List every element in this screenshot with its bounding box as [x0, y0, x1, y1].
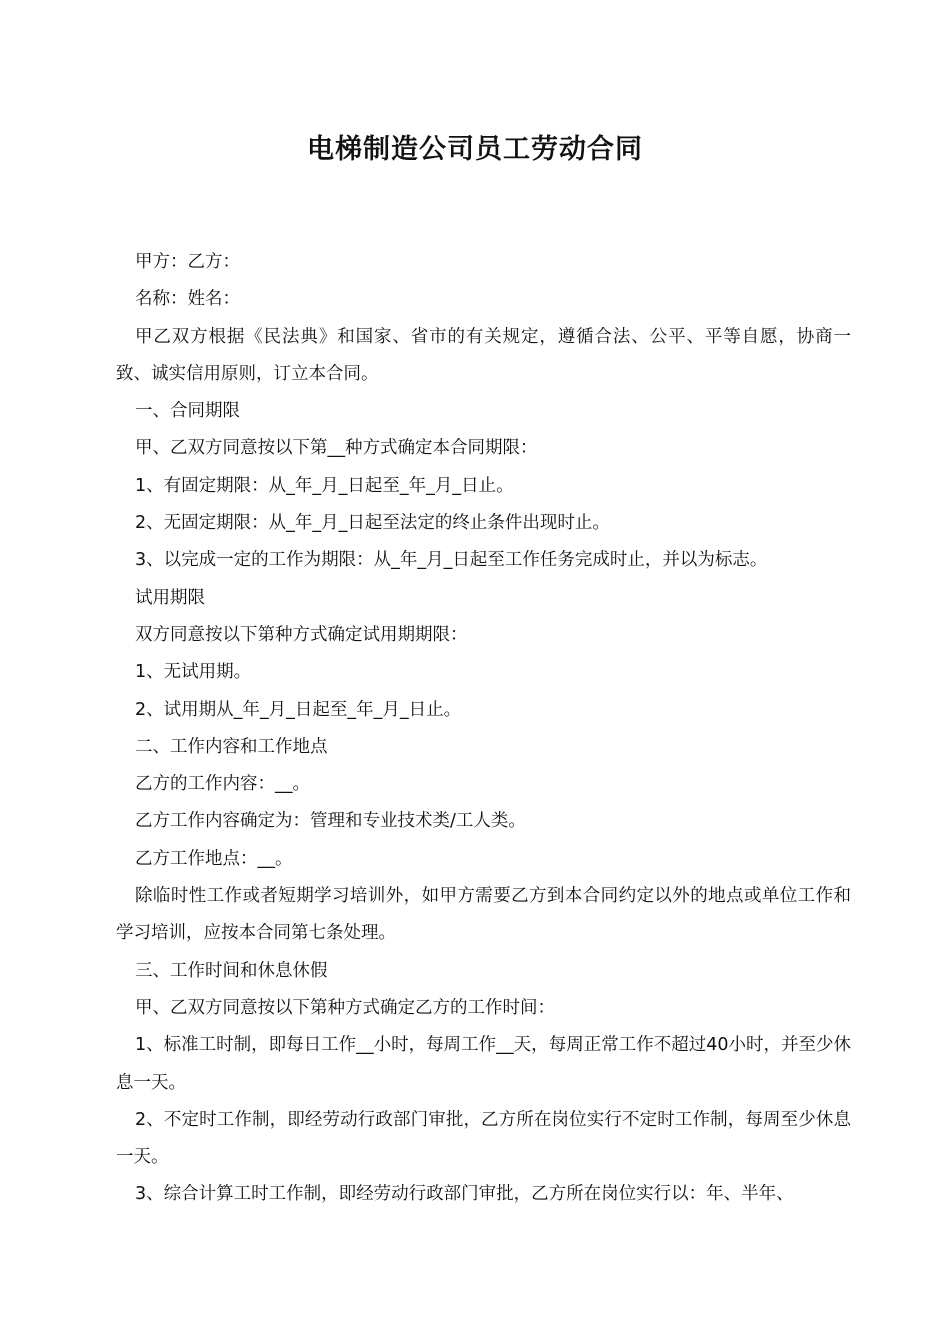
list-item-probation-period: 2、试用期从_年_月_日起至_年_月_日止。	[135, 699, 462, 720]
list-item-fixed-term: 1、有固定期限：从_年_月_日起至_年_月_日止。	[135, 475, 514, 496]
paragraph-work-content: 乙方的工作内容：__。	[135, 774, 310, 795]
list-item-open-term: 2、无固定期限：从_年_月_日起至法定的终止条件出现时止。	[135, 513, 610, 534]
subheading-probation: 试用期限	[135, 587, 205, 608]
list-item-task-term: 3、以完成一定的工作为期限：从_年_月_日起至工作任务完成时止，并以为标志。	[135, 550, 768, 571]
paragraph-preamble: 甲乙双方根据《民法典》和国家、省市的有关规定，遵循合法、公平、平等自愿，协商一致、诚实信用原则，订立本合同。	[116, 326, 851, 384]
paragraph-probation-method: 双方同意按以下第种方式确定试用期期限：	[135, 624, 468, 645]
paragraph-work-location: 乙方工作地点：__。	[135, 848, 293, 869]
list-item-no-probation: 1、无试用期。	[135, 662, 252, 683]
paragraph-work-category: 乙方工作内容确定为：管理和专业技术类/工人类。	[135, 811, 526, 832]
list-item-flexible-hours: 2、不定时工作制，即经劳动行政部门审批，乙方所在岗位实行不定时工作制，每周至少休息一天。	[116, 1109, 851, 1168]
paragraph-name: 名称：姓名：	[135, 289, 240, 310]
list-item-comprehensive-hours: 3、综合计算工时工作制，即经劳动行政部门审批，乙方所在岗位实行以：年、半年、	[135, 1184, 794, 1205]
section-heading-contract-term: 一、合同期限	[135, 401, 240, 422]
list-item-standard-hours: 1、标准工时制，即每日工作__小时，每周工作__天，每周正常工作不超过40小时，并至少休息一天。	[116, 1035, 851, 1093]
paragraph-term-method: 甲、乙双方同意按以下第__种方式确定本合同期限：	[135, 438, 538, 459]
paragraph-hours-method: 甲、乙双方同意按以下第种方式确定乙方的工作时间：	[135, 997, 555, 1018]
section-heading-working-hours: 三、工作时间和休息休假	[135, 960, 328, 981]
paragraph-party-a-b: 甲方：乙方：	[135, 252, 240, 272]
document-body	[116, 244, 851, 1214]
paragraph-temporary-work: 除临时性工作或者短期学习培训外，如甲方需要乙方到本合同约定以外的地点或单位工作和学习培训，应按本合同第七条处理。	[116, 886, 851, 944]
section-heading-work-content: 二、工作内容和工作地点	[135, 736, 328, 757]
document-title: 电梯制造公司员工劳动合同	[307, 134, 643, 165]
